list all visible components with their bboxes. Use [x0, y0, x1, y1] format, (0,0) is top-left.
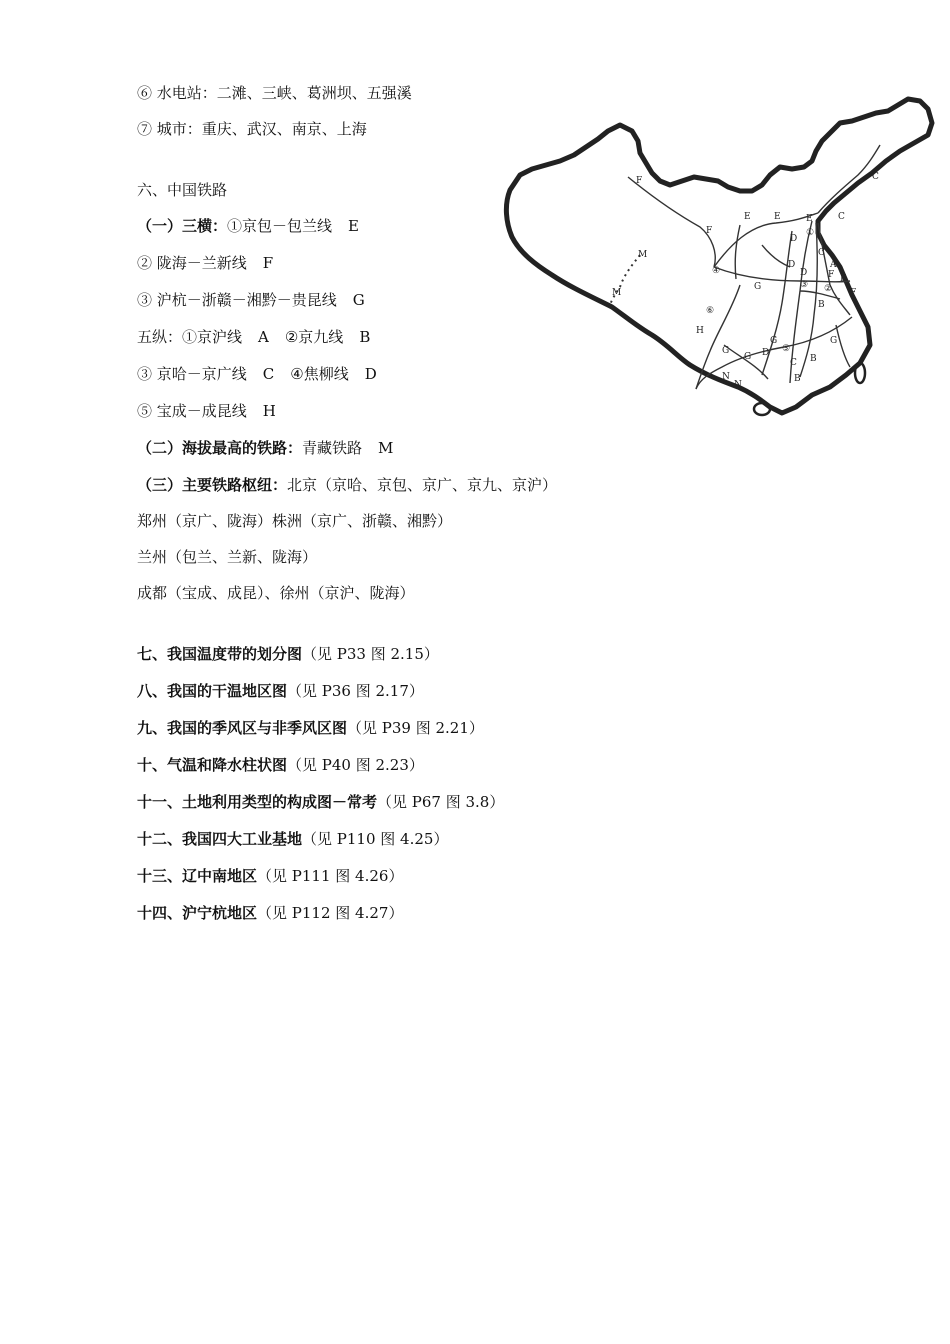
section-ref: （见 P39 图 2.21）: [347, 719, 484, 737]
hub-zhengzhou-zhuzhou: 郑州（京广、陇海）株洲（京广、浙赣、湘黔）: [137, 512, 453, 530]
map-labels: [612, 172, 879, 390]
section-9: [137, 718, 484, 738]
sub1-first-code: E: [348, 217, 359, 235]
map-label: ②: [824, 284, 833, 294]
section-7: [137, 644, 439, 664]
railway-jingha: [818, 145, 880, 213]
sub1-first-line: ①京包－包兰线: [227, 217, 333, 235]
section-ref: （见 P36 图 2.17）: [287, 682, 424, 700]
map-label: E: [774, 212, 781, 222]
map-label: G: [722, 346, 730, 356]
section-title: 十、气温和降水柱状图: [137, 756, 288, 774]
map-label: G: [770, 336, 778, 346]
map-label: D: [788, 260, 796, 270]
map-label: H: [696, 326, 704, 336]
sub1-heading: （一）三横：: [137, 217, 228, 235]
hainan-island: [754, 403, 770, 415]
map-label: F: [706, 226, 713, 236]
wuzong-b-code: B: [359, 328, 371, 346]
section-ref: （见 P33 图 2.15）: [302, 645, 439, 663]
hub-lanzhou: 兰州（包兰、兰新、陇海）: [137, 548, 318, 566]
railway-branch: [836, 325, 850, 367]
map-label: ③: [800, 280, 809, 290]
wuzong-a-code: A: [258, 328, 269, 346]
line6-name: ⑤ 宝成－成昆线: [137, 402, 247, 420]
china-railway-map: [500, 95, 940, 440]
highest-railway: [137, 438, 393, 458]
line2-name: ② 陇海－兰新线: [137, 254, 247, 272]
sub2-text: 青藏铁路: [302, 439, 363, 457]
line3-code: G: [352, 291, 365, 309]
railway-line-2: [137, 253, 273, 273]
railway-three-horizontal: [137, 216, 359, 236]
map-label: C: [818, 248, 825, 258]
railway-line-5: [137, 364, 377, 384]
section-title: 十四、沪宁杭地区: [137, 904, 258, 922]
map-label: F: [840, 274, 847, 284]
map-label: D: [762, 348, 770, 358]
map-label: ⑤: [782, 344, 791, 354]
line3-name: ③ 沪杭－浙赣－湘黔－贵昆线: [137, 291, 337, 309]
section-11: [137, 792, 504, 812]
section-title: 八、我国的干温地区图: [137, 682, 288, 700]
china-railway-map-svg: [500, 95, 940, 440]
map-label: ①: [806, 228, 815, 238]
section-title: 十三、辽中南地区: [137, 867, 258, 885]
map-label: ⑥: [706, 306, 715, 316]
sub3-heading: （三）主要铁路枢纽：: [137, 476, 288, 494]
wuzong-b: ②京九线: [284, 328, 344, 346]
hub-chengdu-xuzhou: 成都（宝成、成昆）、徐州（京沪、陇海）: [137, 584, 415, 602]
map-label: C: [838, 212, 845, 222]
sub2-code: M: [378, 439, 394, 457]
section-14: [137, 903, 403, 923]
map-label: D: [800, 268, 808, 278]
section-ref: （见 P110 图 4.25）: [302, 830, 449, 848]
map-label: G: [744, 352, 752, 362]
section-13: [137, 866, 403, 886]
map-label: M: [638, 250, 648, 260]
railway-branch: [762, 245, 790, 267]
line5-b-code: D: [364, 365, 377, 383]
map-label: F: [828, 270, 835, 280]
china-border-outline: [506, 99, 932, 413]
railway-five-vertical: [137, 327, 370, 347]
map-label: E: [744, 212, 751, 222]
section-title: 十二、我国四大工业基地: [137, 830, 303, 848]
map-label: C: [872, 172, 879, 182]
sub3-text: 北京（京哈、京包、京广、京九、京沪）: [287, 476, 558, 494]
line5-a-code: C: [262, 365, 275, 383]
map-label: B: [810, 354, 817, 364]
section-ref: （见 P112 图 4.27）: [257, 904, 404, 922]
section-ref: （见 P111 图 4.26）: [257, 867, 404, 885]
section-title: 十一、土地利用类型的构成图－常考: [137, 793, 378, 811]
map-label: F: [636, 176, 643, 186]
railway-line-3: [137, 290, 365, 310]
map-label: D: [790, 234, 798, 244]
section-title: 九、我国的季风区与非季风区图: [137, 719, 348, 737]
map-label: N: [734, 380, 742, 390]
line6-code: H: [262, 402, 276, 420]
map-label: G: [830, 336, 838, 346]
section-ref: （见 P67 图 3.8）: [377, 793, 505, 811]
railway-hubs: [137, 475, 557, 495]
railway-branch: [735, 225, 740, 279]
line5-a: ③ 京哈－京广线: [137, 365, 247, 383]
map-label: C: [790, 358, 797, 368]
railway-jingbao: [714, 213, 818, 267]
railway-line-6: [137, 401, 276, 421]
section-8: [137, 681, 424, 701]
hydropower-stations-line: ⑥ 水电站：二滩、三峡、葛洲坝、五强溪: [137, 84, 412, 102]
section-12: [137, 829, 448, 849]
line2-code: F: [262, 254, 274, 272]
line5-b: ④焦柳线: [290, 365, 349, 383]
map-label: M: [612, 288, 622, 298]
map-label: G: [754, 282, 762, 292]
map-label: A: [822, 244, 829, 254]
cities-line: ⑦ 城市：重庆、武汉、南京、上海: [137, 120, 367, 138]
sub2-heading: （二）海拔最高的铁路：: [137, 439, 303, 457]
map-label: E: [806, 214, 813, 224]
section-ref: （见 P40 图 2.23）: [287, 756, 424, 774]
section-title: 七、我国温度带的划分图: [137, 645, 303, 663]
section-10: [137, 755, 424, 775]
map-label: N: [722, 372, 730, 382]
map-label: A: [830, 260, 837, 270]
map-label: B: [818, 300, 825, 310]
section-6-title: 六、中国铁路: [137, 181, 228, 199]
map-label: ④: [712, 266, 721, 276]
map-label: B: [794, 374, 801, 384]
wuzong-a: 五纵：①京沪线: [137, 328, 243, 346]
map-label: F: [850, 288, 857, 298]
